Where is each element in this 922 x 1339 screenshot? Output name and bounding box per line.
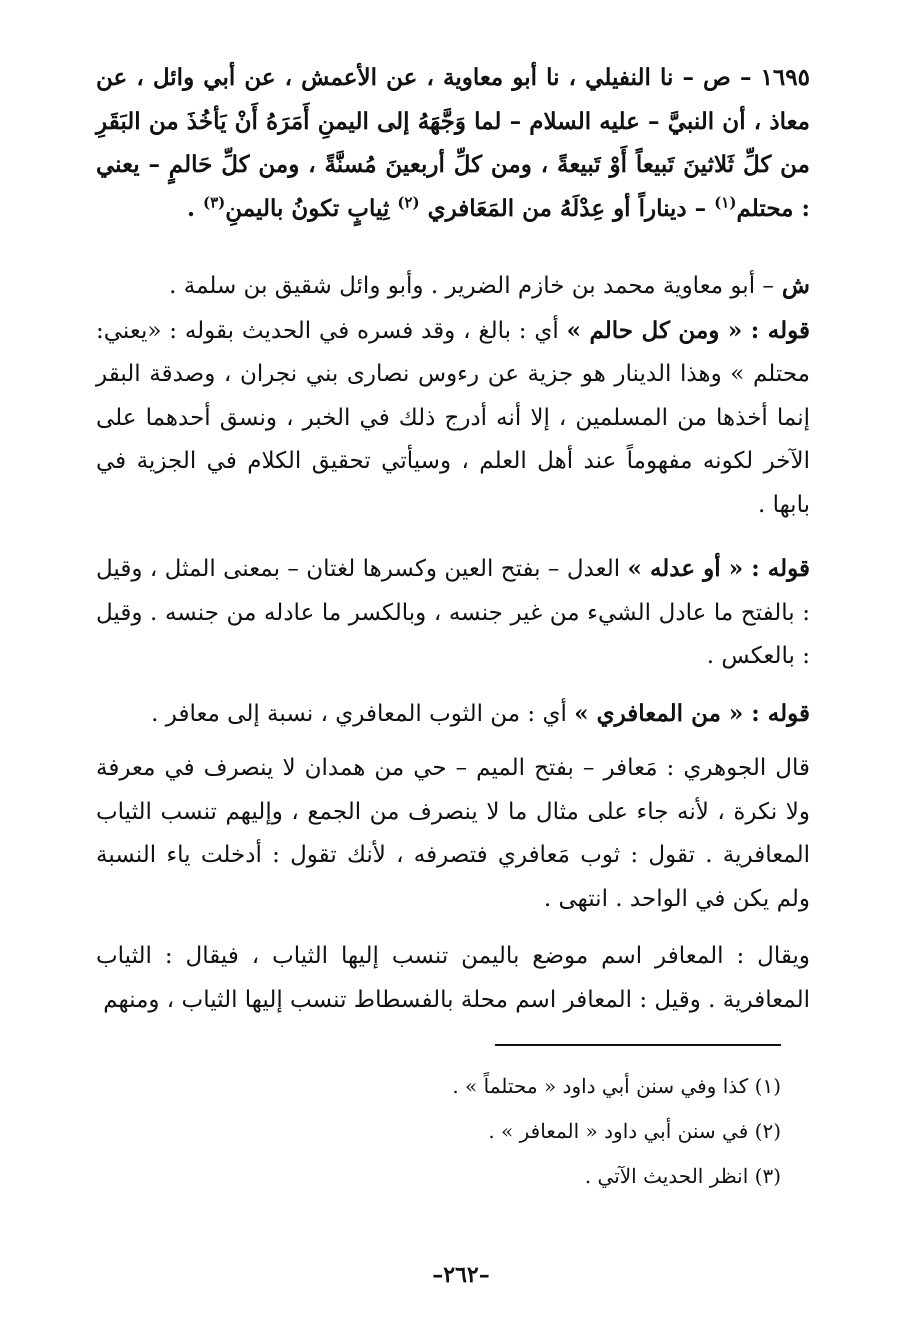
commentary-narrators	[96, 264, 810, 309]
footnote-3: (٣) انظر الحديث الآتي .	[584, 1164, 781, 1188]
footnote-1: (١) كذا وفي سنن أبي داود « محتلماً » .	[452, 1074, 781, 1098]
commentary-location: ويقال : المعافر اسم موضع باليمن تنسب إليها الثياب ، فيقال : الثياب المعافرية . وقيل : المعافر اسم محلة بالفسطاط تنسب إليها الثياب ، ومنهم	[96, 943, 810, 1013]
footnote-ref-3: (٣)	[202, 192, 226, 211]
hadith-paragraph	[96, 56, 810, 230]
footnote-ref-2: (٢)	[397, 192, 420, 211]
footnote-2: (٢) في سنن أبي داود « المعافر » .	[488, 1119, 781, 1143]
commentary-halim-label: قوله : « ومن كل حالم »	[566, 316, 810, 344]
commentary-maafiri-text: أي : من الثوب المعافري ، نسبة إلى معافر .	[151, 701, 575, 727]
commentary-halim-text: أي : بالغ ، وقد فسره في الحديث بقوله : «يعني: محتلم » وهذا الدينار هو جزية عن رءوس نصارى بني نجران ، وصدقة البقر إنما أخذها من المسلمين ، إلا أنه أدرج ذلك في الخبر ، ونسق أحدهما على الآخر لكونه مفهوماً عند أهل العلم ، وسيأتي تحقيق الكلام في الجزية في بابها .	[96, 317, 810, 518]
commentary-adl-text: العدل – بفتح العين وكسرها لغتان – بمعنى المثل ، وقيل : بالفتح ما عادل الشيء من غير جنسه ، وبالكسر ما عادله من جنسه . وقيل : بالعكس .	[96, 556, 810, 669]
hadith-body: ١٦٩٥ – ص – نا النفيلي ، نا أبو معاوية ، عن الأعمش ، عن أبي وائل ، عن معاذ ، أن النبيَّ – عليه السلام – لما وَجَّهَهُ إلى اليمنِ أَمَرَهُ أَنْ يَأخُذَ من البَقَرِ من كلِّ ثَلاثينَ تَبيعاً أَوْ تَبيعةً ، ومن كلِّ أربعينَ مُسنَّةً ، ومن كلِّ حَالمٍ – يعني : محتلم	[96, 64, 810, 222]
hadith-body-2: – ديناراً أو عِدْلَهُ من المَعَافري	[419, 194, 715, 222]
commentary-block-2	[96, 547, 810, 679]
hadith-text	[96, 56, 810, 230]
commentary-maafiri	[96, 692, 810, 737]
commentary-block-1	[96, 264, 810, 527]
commentary-block-3	[96, 692, 810, 737]
page-number: –٢٦٢–	[432, 1262, 490, 1288]
commentary-narrators-text: – أبو معاوية محمد بن خازم الضرير . وأبو وائل شقيق بن سلمة .	[169, 273, 774, 299]
footnotes	[281, 1064, 781, 1199]
commentary-block-4	[96, 747, 810, 921]
commentary-adl	[96, 547, 810, 679]
commentary-maafiri-label: قوله : « من المعافري »	[574, 700, 810, 727]
commentary-adl-label: قوله : « أو عدله »	[627, 555, 811, 582]
footnote-separator	[495, 1044, 781, 1046]
commentary-narrators-prefix: ش	[773, 272, 810, 299]
commentary-jawhari: قال الجوهري : مَعافر – بفتح الميم – حي من همدان لا ينصرف في معرفة ولا نكرة ، لأنه جاء على مثال ما لا ينصرف من الجمع ، وإليهم تنسب الثياب المعافرية . تقول : ثوب مَعافري فتصرفه ، لأنك تقول : أدخلت ياء النسبة ولم يكن في الواحد . انتهى .	[96, 755, 810, 912]
hadith-end: .	[186, 194, 203, 222]
hadith-body-3: ثِيابٍ تكونُ باليمنِ	[225, 194, 398, 222]
footnote-ref-1: (١)	[714, 192, 737, 211]
commentary-halim	[96, 309, 810, 528]
commentary-block-5	[96, 935, 810, 1022]
